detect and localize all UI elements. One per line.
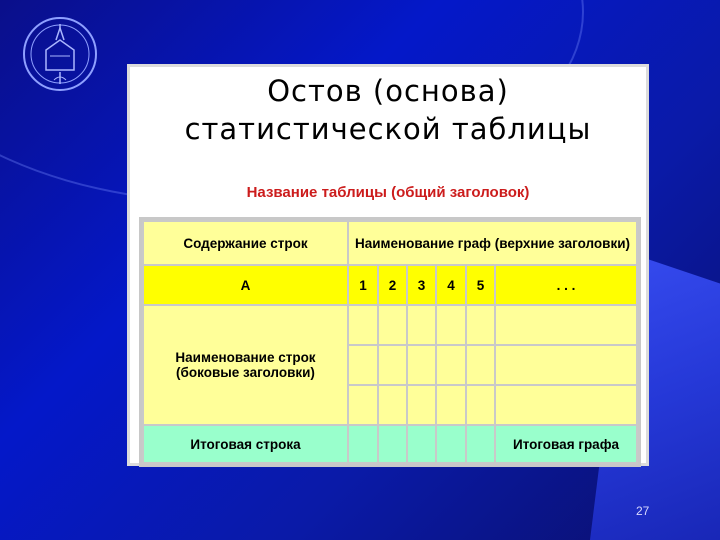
table-frame: [139, 217, 641, 467]
table-cell: [348, 305, 378, 345]
table-cell: [348, 425, 378, 463]
columns-header-cell: Наименование граф (верхние заголовки): [348, 221, 637, 265]
table-cell: [436, 345, 466, 385]
table-cell: [466, 305, 495, 345]
column-number-1: 1: [348, 265, 378, 305]
table-cell: [495, 305, 637, 345]
table-cell: [407, 345, 436, 385]
table-cell: [495, 345, 637, 385]
slide-title: [127, 72, 649, 148]
slide-title-line-2: статистической таблицы: [184, 112, 592, 146]
table-cell: [407, 425, 436, 463]
page-number: 27: [636, 504, 650, 518]
table-cell: [407, 385, 436, 425]
skeleton-table: [142, 220, 638, 464]
slide-title-line-1: Остов (основа): [267, 74, 509, 108]
table-cell: [466, 385, 495, 425]
table-cell: [378, 425, 407, 463]
table-caption: Название таблицы (общий заголовок): [246, 184, 530, 201]
row-header-cell: Содержание строк: [143, 221, 348, 265]
university-emblem-icon: [20, 10, 100, 98]
table-cell: [378, 305, 407, 345]
table-cell: [466, 425, 495, 463]
table-cell: [348, 385, 378, 425]
table-cell: [466, 345, 495, 385]
total-row-label: Итоговая строка: [143, 425, 348, 463]
column-number-4: 4: [436, 265, 466, 305]
slide-content: [127, 64, 649, 466]
column-number-3: 3: [407, 265, 436, 305]
row-a-label: А: [143, 265, 348, 305]
table-cell: [436, 425, 466, 463]
table-cell: [436, 305, 466, 345]
table-cell: [348, 345, 378, 385]
body-row-label: Наименование строк (боковые заголовки): [143, 305, 348, 425]
column-ellipsis: . . .: [495, 265, 637, 305]
column-number-2: 2: [378, 265, 407, 305]
table-cell: [436, 385, 466, 425]
total-column-label: Итоговая графа: [495, 425, 637, 463]
table-cell: [407, 305, 436, 345]
table-cell: [495, 385, 637, 425]
column-number-5: 5: [466, 265, 495, 305]
table-cell: [378, 385, 407, 425]
table-cell: [378, 345, 407, 385]
